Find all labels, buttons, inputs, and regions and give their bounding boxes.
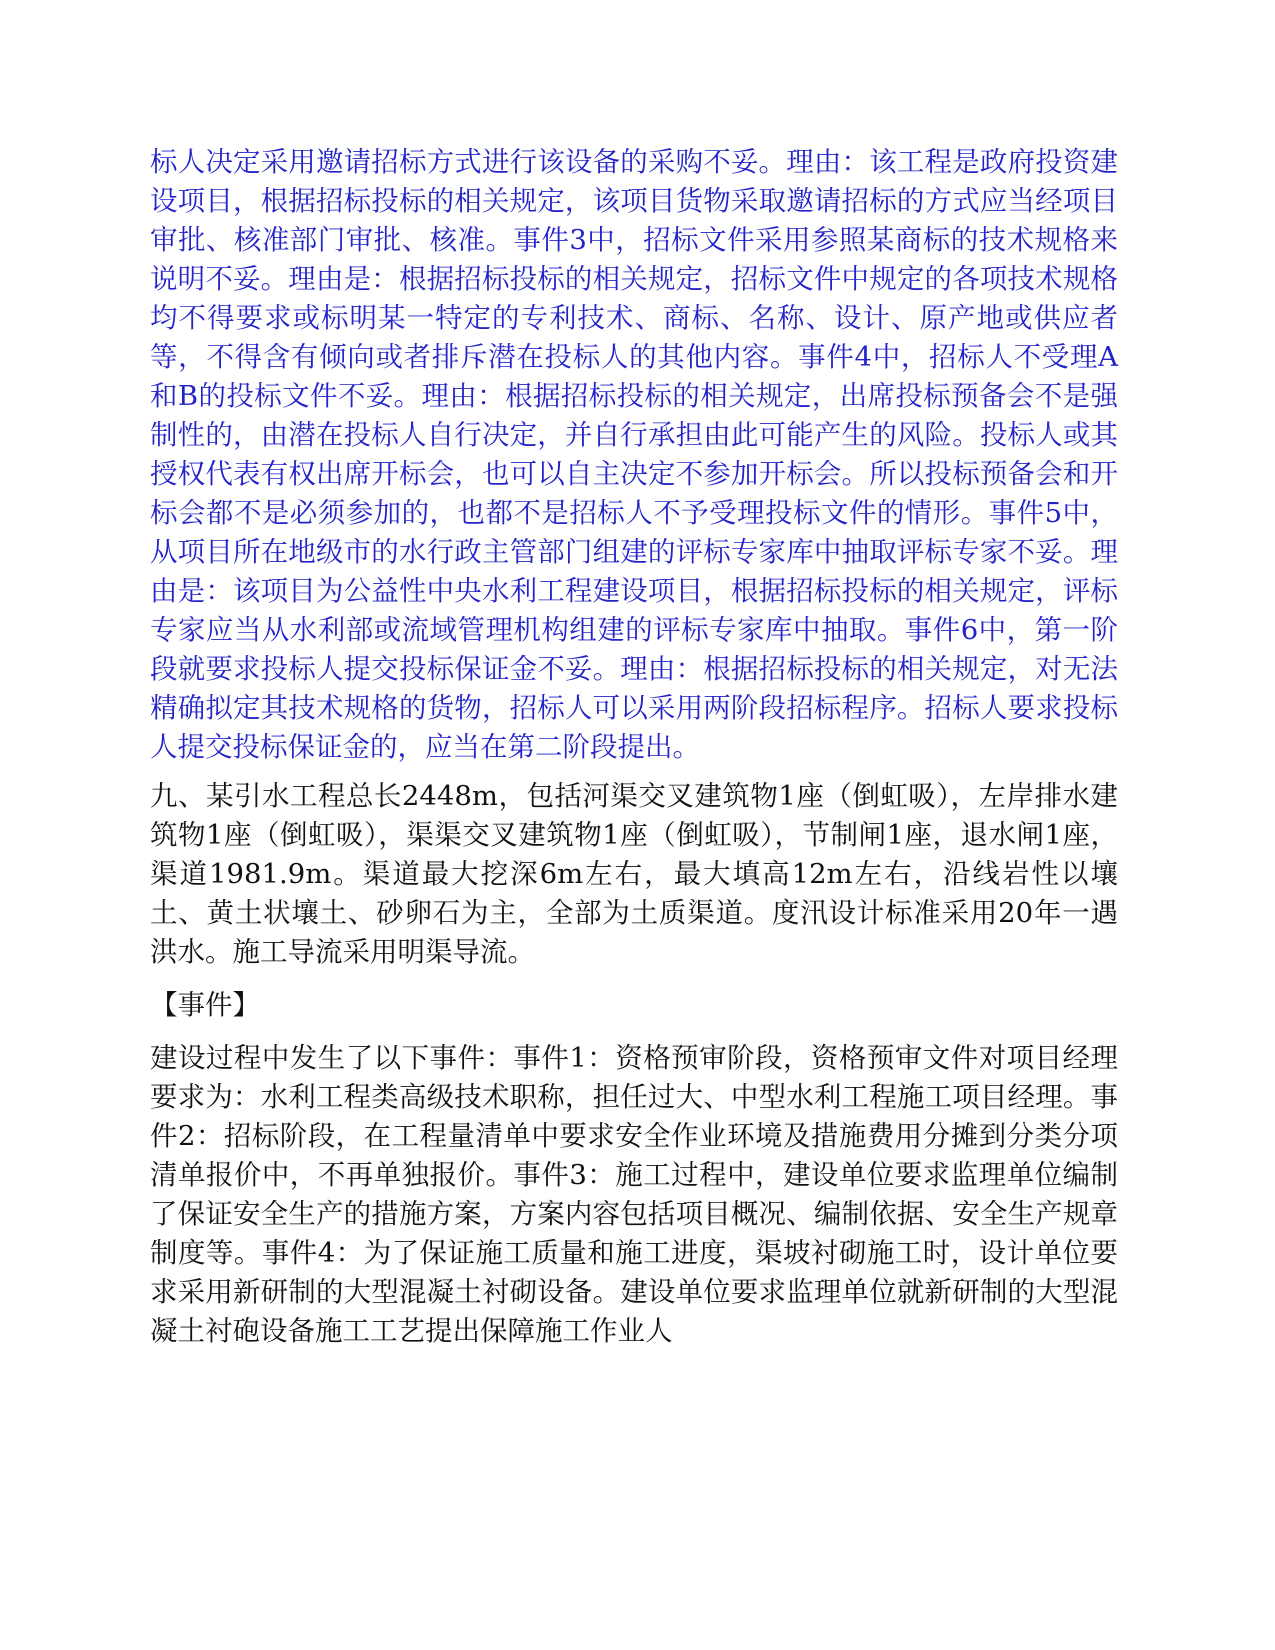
question-paragraph: 九、某引水工程总长2448m，包括河渠交叉建筑物1座（倒虹吸），左岸排水建筑物1座（倒虹吸），渠渠交叉建筑物1座（倒虹吸），节制闸1座，退水闸1座，渠道1981.9m。渠道最大挖深6m左右，最大填高12m左右，沿线岩性以壤土、黄土状壤土、砂卵石为主，全部为土质渠道。度汛设计标准采用20年一遇洪水。施工导流采用明渠导流。 (150, 780, 1118, 968)
events-paragraph: 建设过程中发生了以下事件：事件1：资格预审阶段，资格预审文件对项目经理要求为：水利工程类高级技术职称，担任过大、中型水利工程施工项目经理。事件2：招标阶段，在工程量清单中要求安全作业环境及措施费用分摊到分类分项清单报价中，不再单独报价。事件3：施工过程中，建设单位要求监理单位编制了保证安全生产的措施方案，方案内容包括项目概况、编制依据、安全生产规章制度等。事件4：为了保证施工质量和施工进度，渠坡衬砌施工时，设计单位要求采用新研制的大型混凝土衬砌设备。建设单位要求监理单位就新研制的大型混凝土衬砲设备施工工艺提出保障施工作业人 (150, 1042, 1118, 1347)
answer-paragraph: 标人决定采用邀请招标方式进行该设备的采购不妥。理由：该工程是政府投资建设项目，根据招标投标的相关规定，该项目货物采取邀请招标的方式应当经项目审批、核准部门审批、核准。事件3中，招标文件采用参照某商标的技术规格来说明不妥。理由是：根据招标投标的相关规定，招标文件中规定的各项技术规格均不得要求或标明某一特定的专利技术、商标、名称、设计、原产地或供应者等，不得含有倾向或者排斥潜在投标人的其他内容。事件4中，招标人不受理A和B的投标文件不妥。理由：根据招标投标的相关规定，出席投标预备会不是强制性的，由潜在投标人自行决定，并自行承担由此可能产生的风险。投标人或其授权代表有权出席开标会，也可以自主决定不参加开标会。所以投标预备会和开标会都不是必须参加的，也都不是招标人不予受理投标文件的情形。事件5中，从项目所在地级市的水行政主管部门组建的评标专家库中抽取评标专家不妥。理由是：该项目为公益性中央水利工程建设项目，根据招标投标的相关规定，评标专家应当从水利部或流域管理机构组建的评标专家库中抽取。事件6中，第一阶段就要求投标人提交投标保证金不妥。理由：根据招标投标的相关规定，对无法精确拟定其技术规格的货物，招标人可以采用两阶段招标程序。招标人要求投标人提交投标保证金的，应当在第二阶段提出。 (150, 146, 1118, 763)
document-body (150, 143, 1118, 1351)
section-heading: 【事件】 (150, 989, 260, 1021)
